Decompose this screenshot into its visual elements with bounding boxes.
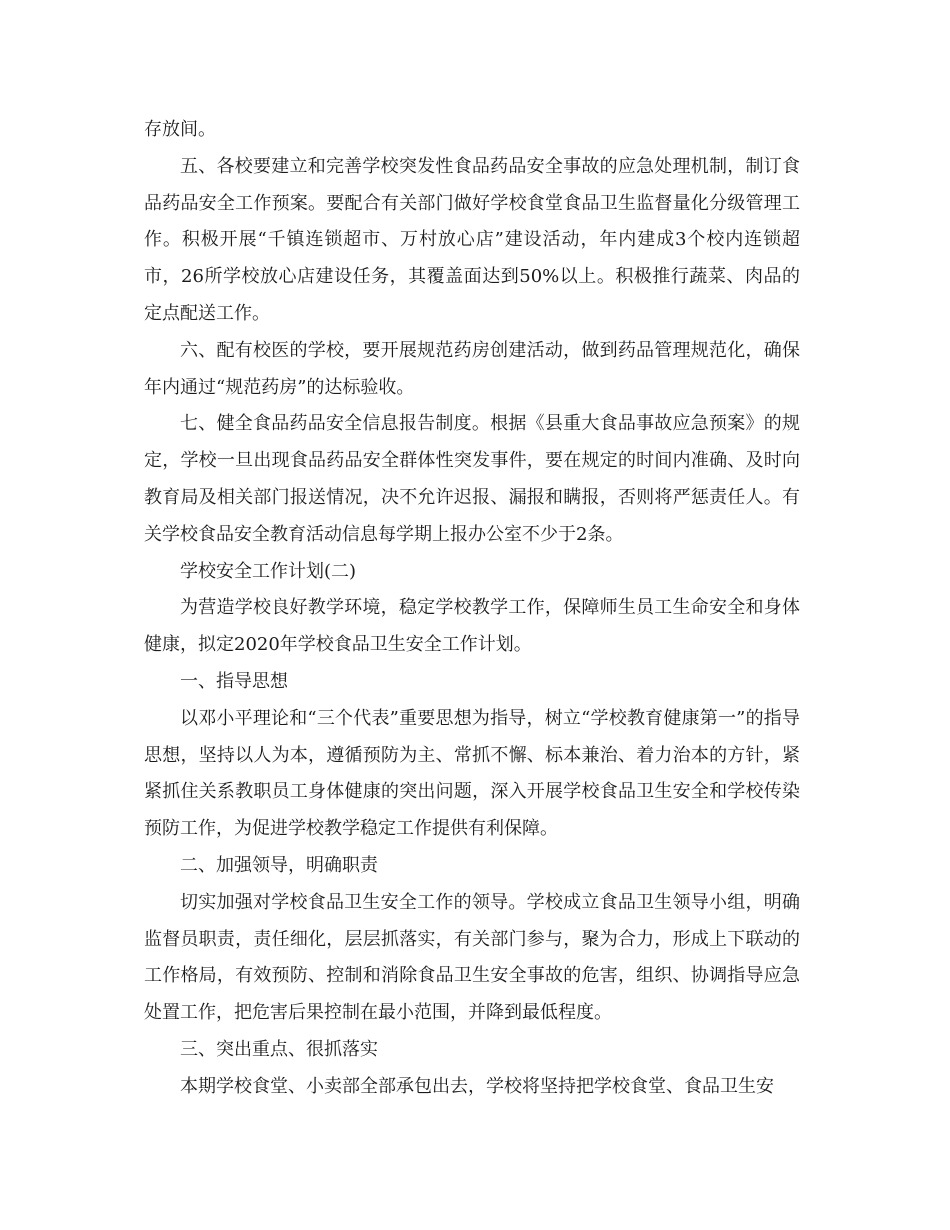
section-title: 学校安全工作计划(二) bbox=[180, 560, 357, 582]
heading-key-points: 三、突出重点、很抓落实 bbox=[180, 1038, 378, 1060]
paragraph-intro: 为营造学校良好教学环境，稳定学校教学工作，保障师生员工生命安全和身体健康，拟定2020年学校食品卫生安全工作计划。 bbox=[144, 597, 800, 656]
heading-leadership: 二、加强领导，明确职责 bbox=[180, 854, 378, 876]
paragraph-item-seven: 七、健全食品药品安全信息报告制度。根据《县重大食品事故应急预案》的规定，学校一旦出现食品药品安全群体性突发事件，要在规定的时间内准确、及时向教育局及相关部门报送情况，决不允许迟报、漏报和瞒报，否则将严惩责任人。有关学校食品安全教育活动信息每学期上报办公室不少于2条。 bbox=[144, 413, 800, 545]
paragraph-guiding-ideology: 以邓小平理论和“三个代表”重要思想为指导，树立“学校教育健康第一”的指导思想，坚持以人为本，遵循预防为主、常抓不懈、标本兼治、着力治本的方针，紧紧抓住关系教职员工身体健康的突出问题，深入开展学校食品卫生安全和学校传染预防工作，为促进学校教学稳定工作提供有利保障。 bbox=[144, 707, 800, 840]
document-body bbox=[144, 112, 800, 1106]
paragraph-continuation: 存放间。 bbox=[144, 119, 216, 140]
paragraph-item-five: 五、各校要建立和完善学校突发性食品药品安全事故的应急处理机制，制订食品药品安全工作预案。要配合有关部门做好学校食堂食品卫生监督量化分级管理工作。积极开展“千镇连锁超市、万村放心店”建设活动，年内建成3个校内连锁超市，26所学校放心店建设任务，其覆盖面达到50%以上。积极推行蔬菜、肉品的定点配送工作。 bbox=[144, 155, 800, 324]
paragraph-key-points: 本期学校食堂、小卖部全部承包出去，学校将坚持把学校食堂、食品卫生安 bbox=[180, 1075, 774, 1097]
paragraph-leadership: 切实加强对学校食品卫生安全工作的领导。学校成立食品卫生领导小组，明确监督员职责，责任细化，层层抓落实，有关部门参与，聚为合力，形成上下联动的工作格局，有效预防、控制和消除食品卫生安全事故的危害，组织、协调指导应急处置工作，把危害后果控制在最小范围，并降到最低程度。 bbox=[144, 891, 800, 1024]
heading-guiding-ideology: 一、指导思想 bbox=[180, 670, 288, 692]
paragraph-item-six: 六、配有校医的学校，要开展规范药房创建活动，做到药品管理规范化，确保年内通过“规范药房”的达标验收。 bbox=[144, 339, 800, 398]
